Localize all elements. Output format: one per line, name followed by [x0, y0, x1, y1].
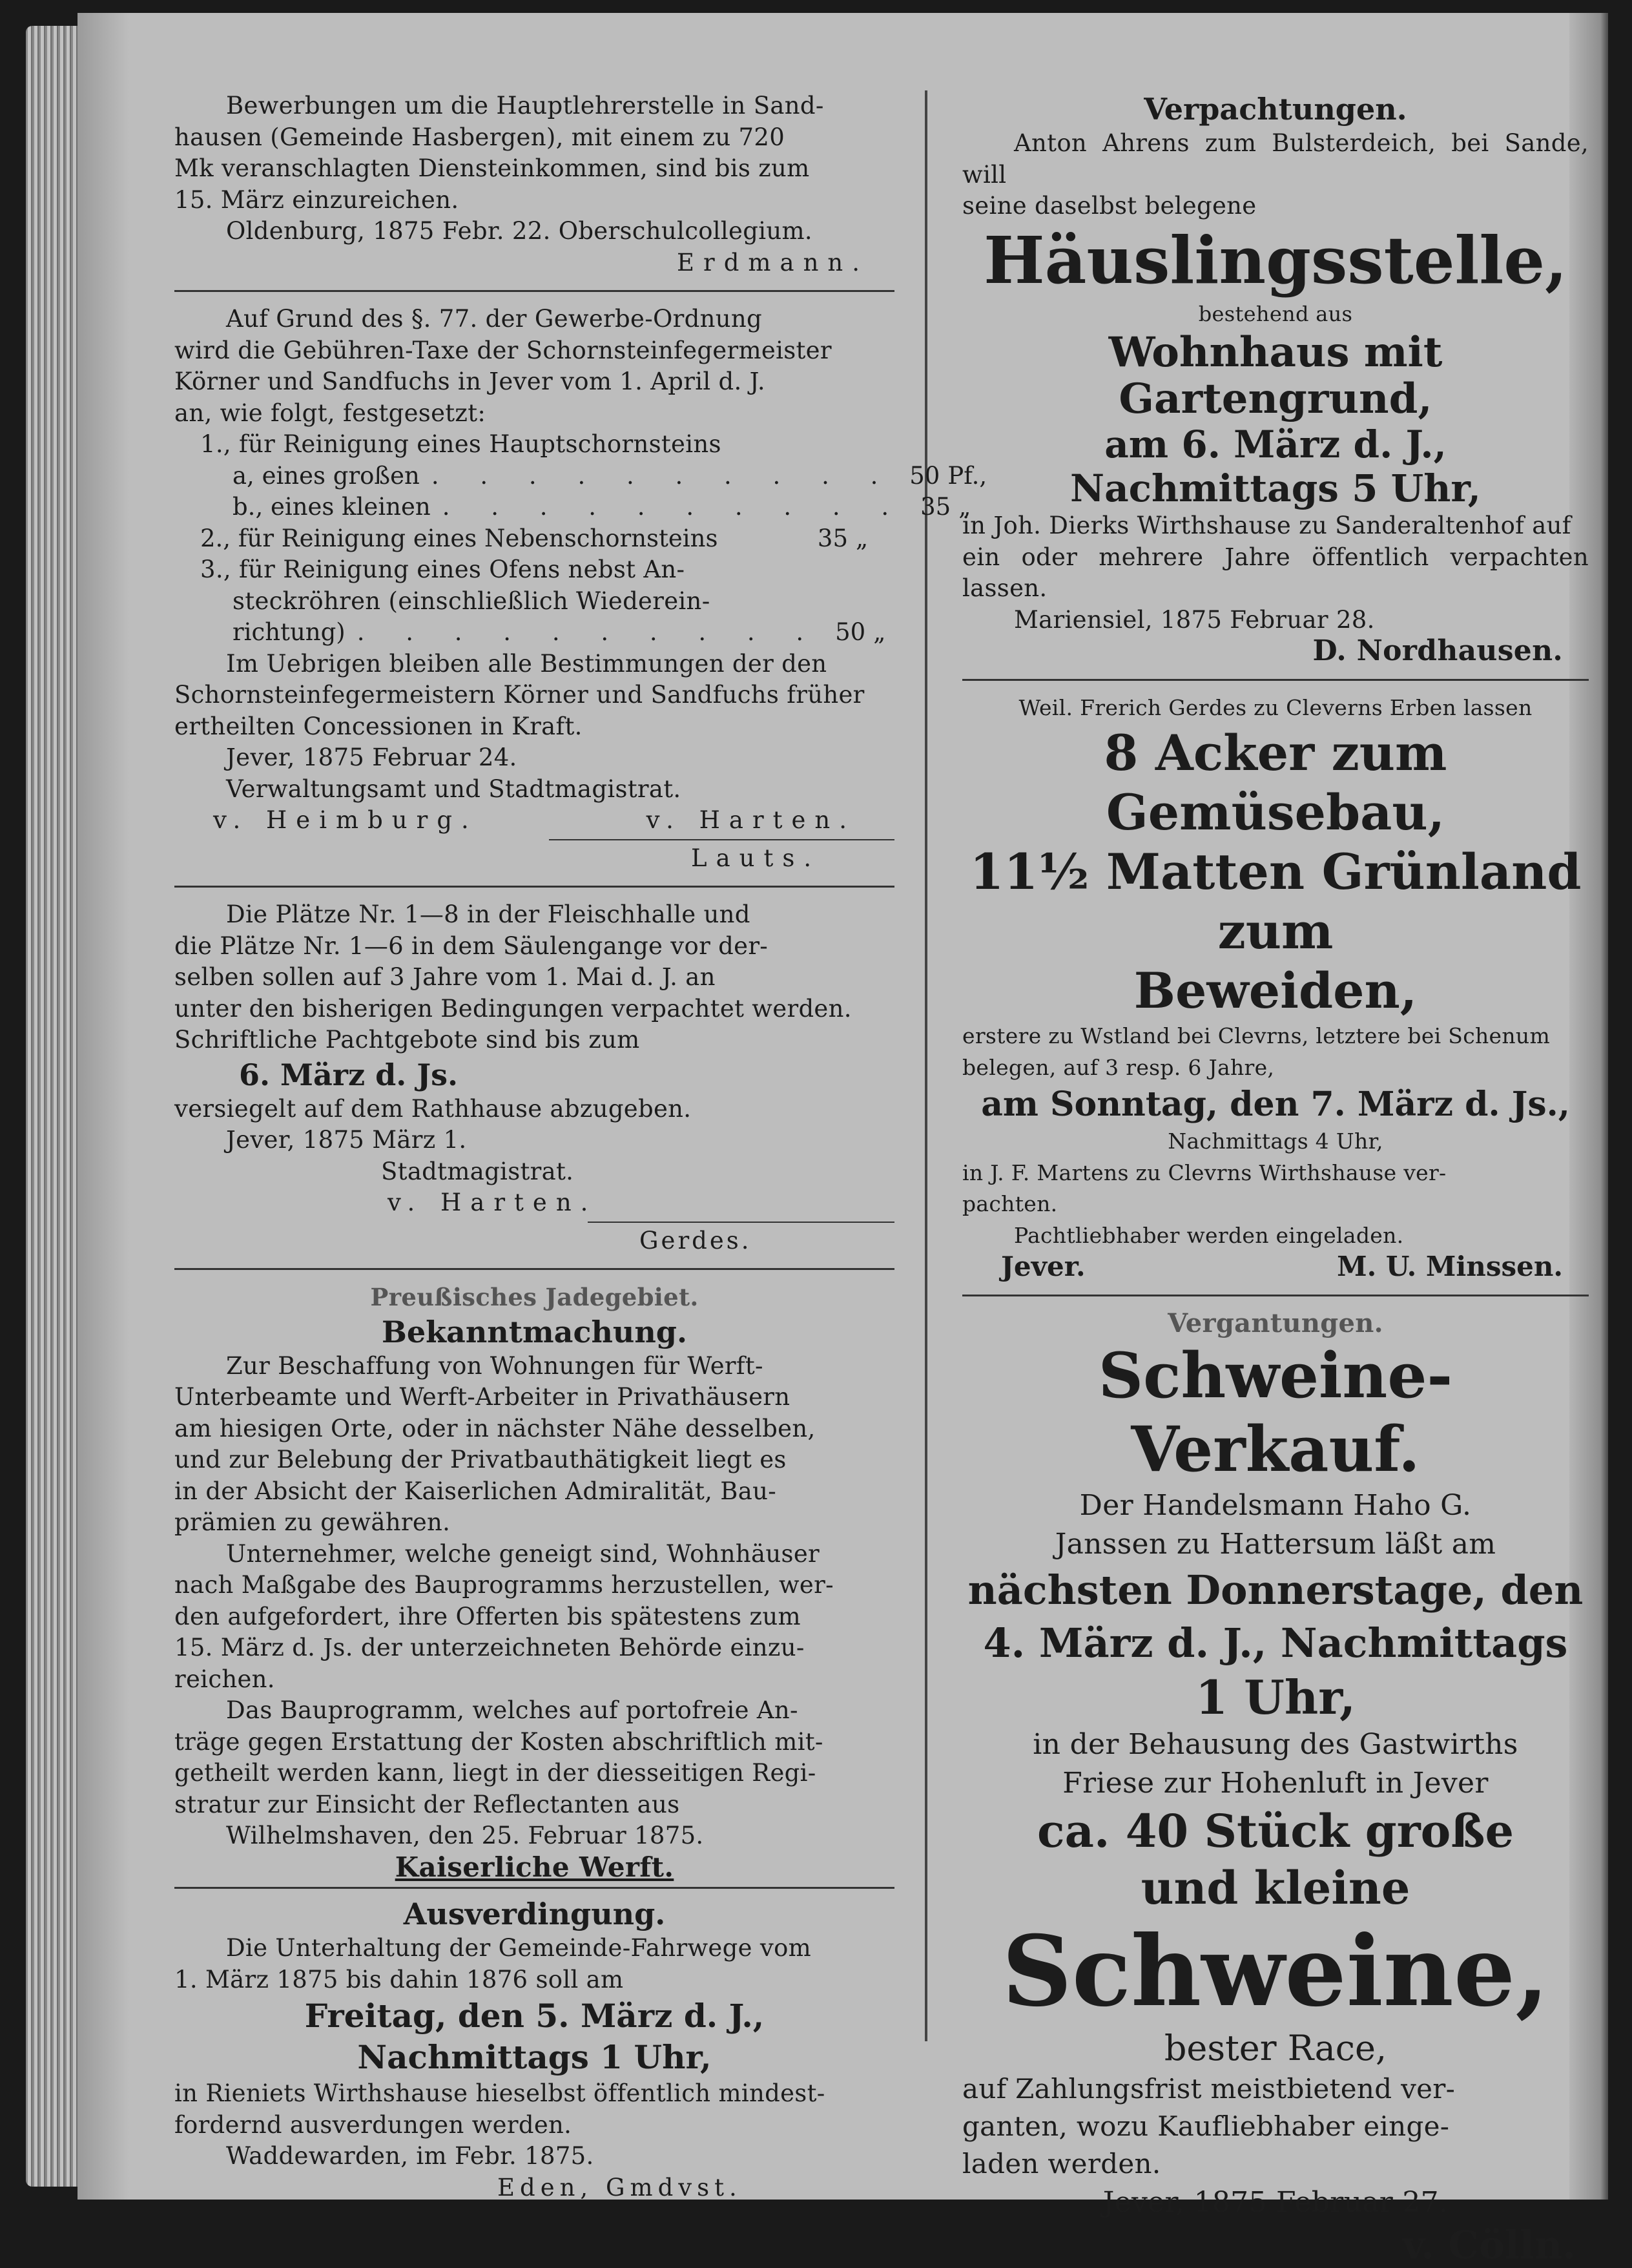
ad-text-line: versiegelt auf dem Rathhause abzugeben. [174, 1094, 894, 1125]
signature: Eden, Gmdvst. [174, 2172, 894, 2204]
ad-text-line: prämien zu gewähren. [174, 1507, 894, 1539]
ad-text-line: Schriftliche Pachtgebote sind bis zum [174, 1025, 894, 1056]
ad-text-line: Pachtliebhaber werden eingeladen. [962, 1220, 1589, 1252]
ad-text-line: Unternehmer, welche geneigt sind, Wohnhäuser [174, 1539, 894, 1570]
ad-text-line: wird die Gebühren-Taxe der Schornsteinfegermeister [174, 335, 894, 367]
ad-text-line: bestehend aus [962, 298, 1589, 330]
right-column [962, 90, 1589, 2268]
ad-text-line: stratur zur Einsicht der Reflectanten aus [174, 1789, 894, 1821]
signature: v. Cölln. [962, 2223, 1589, 2268]
ad-text-line: Der Handelsmann Haho G. [962, 1486, 1589, 1525]
sale-title: Schweine-Verkauf. [962, 1339, 1589, 1486]
event-date: am Sonntag, den 7. März d. Js., [962, 1083, 1589, 1126]
ad-separator [962, 679, 1589, 681]
ad-text-line: Janssen zu Hattersum läßt am [962, 1525, 1589, 1564]
ad-text-line: die Plätze Nr. 1—6 in dem Säulengange vor der- [174, 931, 894, 962]
section-title: Vergantungen. [962, 1308, 1589, 1340]
signature-row [174, 805, 894, 837]
event-time: Nachmittags 4 Uhr, [962, 1126, 1589, 1158]
signature-row [962, 1251, 1589, 1283]
ad-text-line: Schornsteinfegermeistern Körner und Sandfuchs früher [174, 680, 894, 711]
signature: v. Heimburg. [213, 805, 478, 837]
fee-label: 2., für Reinigung eines Nebenschornsteins [200, 523, 718, 555]
ad-text-line: den aufgefordert, ihre Offerten bis spätestens zum [174, 1601, 894, 1633]
ad-separator [174, 886, 894, 888]
fee-value: 35 [803, 523, 848, 555]
event-date: Freitag, den 5. März d. J., [174, 1995, 894, 2037]
fee-value: 35 [905, 492, 951, 523]
fee-value: 50 [820, 617, 865, 649]
ad-text-line: ertheilten Concessionen in Kraft. [174, 711, 894, 743]
ad-pig-sale [962, 1308, 1589, 2268]
fee-unit: „ [848, 523, 894, 555]
leader-dots: . . . . . . . . . . [431, 492, 905, 523]
ad-text-line: selben sollen auf 3 Jahre vom 1. Mai d. J. an [174, 962, 894, 994]
region-header: Preußisches Jadegebiet. [174, 1282, 894, 1313]
ad-separator [962, 1295, 1589, 1296]
event-time: Nachmittags 5 Uhr, [962, 466, 1589, 510]
ad-lease-land [962, 692, 1589, 1283]
ad-text-line: 15. März d. Js. der unterzeichneten Behörde einzu- [174, 1632, 894, 1664]
fee-label: richtung) [232, 617, 346, 649]
ad-text-line: in J. F. Martens zu Clevrns Wirthshause ver- [962, 1158, 1589, 1189]
ad-text-line: Weil. Frerich Gerdes zu Cleverns Erben lassen [962, 692, 1589, 724]
dateline: Mariensiel, 1875 Februar 28. [962, 605, 1589, 636]
ad-text-line: Im Uebrigen bleiben alle Bestimmungen der den [174, 649, 894, 680]
lease-object: Häuslingsstelle, [962, 222, 1589, 298]
left-column [174, 90, 894, 2203]
sale-quantity: und kleine [962, 1860, 1589, 1917]
ad-text-line: am hiesigen Orte, oder in nächster Nähe desselben, [174, 1413, 894, 1445]
lease-parts: Wohnhaus mit Gartengrund, [962, 329, 1589, 422]
ad-teacher-position [174, 90, 894, 278]
leader-dots: . . . . . . . . . . [346, 617, 820, 649]
column-divider [925, 90, 927, 2041]
ad-separator [174, 1268, 894, 1270]
ad-text-line: nach Maßgabe des Bauprogramms herzustellen, wer- [174, 1570, 894, 1601]
ad-text-line: Das Bauprogramm, welches auf portofreie An- [174, 1695, 894, 1727]
fee-unit: „ [865, 617, 912, 649]
ad-text-line: seine daselbst belegene [962, 191, 1589, 222]
ad-text-line: pachten. [962, 1189, 1589, 1220]
event-time: Nachmittags 1 Uhr, [174, 2037, 894, 2078]
fee-row [174, 461, 894, 492]
ad-text-line: in der Behausung des Gastwirths [962, 1725, 1589, 1764]
fee-item: 1., für Reinigung eines Hauptschornsteins [174, 429, 894, 461]
signature: M. U. Minssen. [1337, 1251, 1563, 1283]
signature: Erdmann. [174, 247, 894, 279]
ad-text-line: hausen (Gemeinde Hasbergen), mit einem zu 720 [174, 122, 894, 154]
signature: Gerdes. [174, 1225, 894, 1257]
notice-title: Ausverdingung. [174, 1895, 894, 1933]
signature: Kaiserliche Werft. [174, 1852, 894, 1884]
ad-text-line: belegen, auf 3 resp. 6 Jahre, [962, 1052, 1589, 1084]
leader-dots [718, 523, 803, 555]
ad-text-line: laden werden. [962, 2145, 1589, 2183]
signature: v. Harten. [646, 805, 856, 837]
fee-label: b., eines kleinen [232, 492, 431, 523]
ad-text-line: unter den bisherigen Bedingungen verpachtet werden. [174, 994, 894, 1025]
ad-text-line: träge gegen Erstattung der Kosten abschriftlich mit- [174, 1727, 894, 1758]
ad-text-line: in Joh. Dierks Wirthshause zu Sanderaltenhof auf [962, 510, 1589, 542]
ad-text-line: auf Zahlungsfrist meistbietend ver- [962, 2070, 1589, 2108]
signature: D. Nordhausen. [962, 636, 1589, 667]
event-date: am 6. März d. J., [962, 422, 1589, 466]
ad-text-line: ein oder mehrere Jahre öffentlich verpachten lassen. [962, 542, 1589, 605]
ad-text-line: Anton Ahrens zum Bulsterdeich, bei Sande, will [962, 128, 1589, 191]
event-date: 4. März d. J., Nachmittags [962, 1617, 1589, 1670]
event-date: nächsten Donnerstage, den [962, 1564, 1589, 1617]
sale-quantity: ca. 40 Stück große [962, 1803, 1589, 1860]
leader-dots: . . . . . . . . . . [420, 461, 894, 492]
ad-text-line: ganten, wozu Kaufliebhaber einge- [962, 2108, 1589, 2145]
ad-text-line: in Rieniets Wirthshause hieselbst öffentlich mindest- [174, 2078, 894, 2110]
ad-text-line: getheilt werden kann, liegt in der diesseitigen Regi- [174, 1758, 894, 1789]
ad-lease-cottage [962, 90, 1589, 667]
ad-text-line: erstere zu Wstland bei Clevrns, letztere bei Schenum [962, 1021, 1589, 1052]
gutter-shadow [77, 13, 129, 2200]
ad-text-line: Die Unterhaltung der Gemeinde-Fahrwege vom [174, 1933, 894, 1964]
ad-text-line: 1. März 1875 bis dahin 1876 soll am [174, 1964, 894, 1996]
sale-item: Schweine, [962, 1917, 1589, 2026]
fee-unit: Pf., [940, 461, 987, 492]
ad-text-line: Zur Beschaffung von Wohnungen für Werft- [174, 1351, 894, 1382]
ad-text-line: fordernd ausverdungen werden. [174, 2110, 894, 2141]
ad-text-line: und zur Belebung der Privatbauthätigkeit liegt es [174, 1444, 894, 1476]
ad-text-line: reichen. [174, 1664, 894, 1696]
ad-separator [174, 1887, 894, 1889]
dateline: Oldenburg, 1875 Febr. 22. Oberschulcollegium. [174, 216, 894, 247]
fee-row [174, 492, 894, 523]
deadline: 6. März d. Js. [174, 1056, 894, 1094]
ad-text-line: an, wie folgt, festgesetzt: [174, 398, 894, 430]
ad-text-line: Unterbeamte und Werft-Arbeiter in Privathäusern [174, 1382, 894, 1413]
fee-unit: „ [951, 492, 997, 523]
ad-text-line: Bewerbungen um die Hauptlehrerstelle in Sand- [174, 90, 894, 122]
fee-row [174, 523, 894, 555]
dateline: Jever, 1875 Februar 24. [174, 742, 894, 774]
ad-text-line: 15. März einzureichen. [174, 185, 894, 216]
ad-housing-notice [174, 1282, 894, 1883]
lease-heading: 8 Acker zum Gemüsebau, [962, 723, 1589, 842]
ad-text-line: Friese zur Hohenluft in Jever [962, 1764, 1589, 1803]
authority: Verwaltungsamt und Stadtmagistrat. [174, 774, 894, 806]
ad-road-maintenance [174, 1895, 894, 2203]
dateline: Wilhelmshaven, den 25. Februar 1875. [174, 1820, 894, 1852]
fee-label: a, eines großen [232, 461, 420, 492]
dateline: Waddewarden, im Febr. 1875. [174, 2141, 894, 2172]
fee-value: 50 [894, 461, 940, 492]
section-title: Verpachtungen. [962, 90, 1589, 128]
dateline: Jever, 1875 Februar 27. [962, 2183, 1589, 2223]
notice-title: Bekanntmachung. [174, 1313, 894, 1351]
lease-heading: 11½ Matten Grünland zum [962, 842, 1589, 961]
ad-separator [174, 290, 894, 292]
ad-text-line: Körner und Sandfuchs in Jever vom 1. April d. J. [174, 366, 894, 398]
ad-text-line: bester Race, [962, 2026, 1589, 2070]
fee-item: steckröhren (einschließlich Wiederein- [174, 586, 894, 618]
ad-chimney-fees [174, 304, 894, 874]
lease-heading: Beweiden, [962, 961, 1589, 1021]
ad-text-line: Die Plätze Nr. 1—8 in der Fleischhalle und [174, 899, 894, 931]
authority: Stadtmagistrat. [174, 1156, 894, 1188]
signature: Jever. [1001, 1251, 1086, 1283]
fee-row [174, 617, 894, 649]
event-time: 1 Uhr, [962, 1670, 1589, 1725]
signature: v. Harten. [174, 1187, 894, 1219]
signature: Lauts. [174, 843, 894, 875]
dateline: Jever, 1875 März 1. [174, 1125, 894, 1156]
ad-text-line: Auf Grund des §. 77. der Gewerbe-Ordnung [174, 304, 894, 335]
ad-butcher-stalls [174, 899, 894, 1256]
signature-rule [549, 839, 894, 840]
ad-text-line: Mk veranschlagten Diensteinkommen, sind bis zum [174, 153, 894, 185]
ad-text-line: in der Absicht der Kaiserlichen Admiralität, Bau- [174, 1476, 894, 1508]
signature-rule [588, 1222, 894, 1223]
fee-item: 3., für Reinigung eines Ofens nebst An- [174, 554, 894, 586]
